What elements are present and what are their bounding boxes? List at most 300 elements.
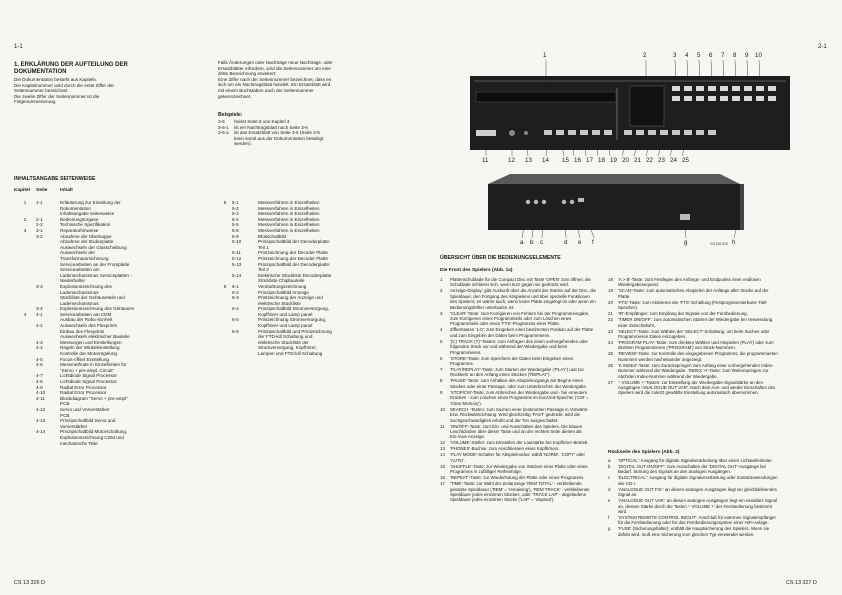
toc-kapitel	[218, 317, 232, 328]
toc-seite: 4-8	[36, 379, 43, 384]
display-window	[630, 86, 664, 126]
cd-player-front-figure	[440, 52, 820, 164]
toc-row	[14, 323, 209, 340]
item-number: 15	[440, 463, 445, 469]
list-item	[440, 475, 598, 480]
toc-inhalt: Blokschaltbild	[258, 233, 287, 239]
list-item	[608, 475, 778, 486]
item-number: 25	[608, 351, 613, 357]
beispiel-code	[218, 141, 234, 147]
toc-row	[218, 306, 423, 317]
intro-line: Die Dokumentation besteht aus Kapiteln.	[14, 77, 98, 82]
intro-right-line: dritte Bezeichnung erweitert:	[218, 71, 277, 77]
toc-inhalt: Radial Error Processor	[60, 390, 107, 396]
item-description: 'TIMER ON/OFF': zum automatischen Starten der Wiedergabe bei Verwendung einer Zeitschaltuhr.	[618, 317, 773, 328]
toc-inhalt: Prinzipschaltbild und Printzeichnung der FTD-kill Schaltung und elektrische Stückliste der Stromversorgung, Kopfhörer, Lampen und FTD-kill Schaltung	[258, 328, 332, 357]
beispiel-code: 3-6-1	[218, 124, 229, 130]
toc-inhalt: Explosionszeichnung des Lademechanismus Stückliste der Gehäuseteile und Lademechanismus	[60, 283, 125, 306]
toc-seite: 4-11	[36, 395, 45, 401]
bottom-buttons	[544, 130, 716, 135]
toc-row	[14, 429, 209, 446]
list-item	[440, 464, 598, 475]
item-number: 16	[440, 475, 445, 481]
toc-inhalt: Printzeichnung der Decoder Platte	[258, 255, 328, 261]
beispiel-row	[218, 141, 418, 147]
toc-row	[14, 284, 209, 306]
item-number: 11	[440, 423, 445, 429]
toc-inhalt: Erläuterung zur Einteilung der Dokumentation Inhaltsangabe seitenweise	[60, 200, 121, 217]
rear-title: Rückseite des Spielers (Abb. 3)	[608, 450, 680, 455]
toc-seite: 4-14	[36, 429, 46, 435]
list-item	[440, 481, 598, 503]
figure-code: CS 11S 912	[710, 242, 729, 246]
item-number: 20	[608, 299, 613, 305]
toc-kapitel	[14, 345, 36, 356]
cd-player-rear-figure	[470, 170, 770, 252]
toc-row	[14, 362, 209, 373]
callout-13: 13	[525, 157, 532, 164]
callout-21: 21	[634, 157, 641, 164]
toc-inhalt: Verdrahtungszeichnung	[258, 283, 307, 289]
toc-seite: 3-2	[36, 233, 43, 239]
toc-inhalt: Messverfahren in Einzelheiten	[258, 227, 320, 233]
item-description: 'STORE'-Taste: zum Speichern der Daten beim Eingeben eines Programms.	[450, 355, 574, 367]
callout-6: 6	[709, 52, 713, 59]
callout-25: 25	[682, 157, 689, 164]
item-description: 'A > B'-Taste: zum Festlegen des Anfangs- und Endpunkts einer endlosen Wiedergabesequenz.	[618, 277, 761, 288]
callout-20: 20	[622, 157, 629, 164]
item-number: g	[608, 526, 611, 532]
toc-inhalt: Prinzipschaltbild der Decoderplatte: Teil 1	[258, 239, 331, 250]
item-number: f	[608, 515, 610, 521]
callout-10: 10	[755, 52, 762, 59]
toc-seite: 1-1	[36, 200, 43, 205]
intro-line: Folgenummerierung.	[14, 99, 57, 105]
item-description: 'FTS'-Taste: zum Aktivieren der 'FTS'-Schaltung (Festprogrammierbarer Titel-Speicher).	[618, 299, 768, 311]
item-description: Anzeige-Display: gibt Auskunft über die Anzahl der Stücke auf der Disc, die Spieldauer, den Fortgang des Abspielens und über spezielle Funktionen des Spielers; es wärmt auch, wenn keine Platte eingelegt ist oder wenn ein Bedienungsfehler unterlaufen ist.	[450, 288, 596, 310]
beispiel-text: werden).	[234, 141, 252, 147]
toc-seite: 6-4	[232, 306, 239, 312]
list-item	[440, 367, 598, 378]
toc-seite: 2-1	[36, 216, 43, 222]
item-number: 12	[440, 440, 445, 446]
intro-right-line: Falls Änderungen oder Nachträge neue Nachtrags- oder	[218, 60, 333, 65]
list-item	[440, 311, 598, 327]
item-description: 'REPEAT'-Taste: zur Wiederholung der Platte oder eines Programms.	[450, 475, 585, 481]
rear-callout-a: a	[520, 239, 524, 246]
intro-right-line: Eine Ziffer nach der Seitennummer bezeichnet, dass es	[218, 76, 332, 82]
item-number: 9	[440, 389, 443, 395]
toc-row	[14, 312, 209, 323]
front-list-right	[608, 277, 778, 396]
callout-22: 22	[646, 157, 653, 164]
item-number: 18	[608, 277, 613, 282]
item-number: 13	[440, 446, 445, 452]
toc-header-kapitel: Kapitel	[14, 188, 30, 193]
toc-inhalt: Technische Spezifikation	[60, 222, 111, 228]
item-description: Zifferntasten '1-0': zum Eingeben einer bestimmten Position auf der Platte und zum Eingeben der Daten beim Programmieren.	[450, 327, 594, 338]
list-item	[440, 390, 598, 406]
list-item	[440, 277, 598, 288]
toc-row	[218, 317, 423, 328]
item-description: 'OPTICAL': Ausgang für digitale Signalverarbeitung über einen Lichtwellenleiter.	[618, 458, 773, 463]
list-item	[608, 317, 778, 328]
callout-11: 11	[482, 157, 489, 164]
callout-12: 12	[508, 157, 515, 164]
item-description: 'SELECT'-Taste: zum Wählen der 'SELECT'-Schaltung, um beim Suchen oder Programmieren Daten einzugeben.	[618, 328, 770, 340]
toc-row	[218, 329, 423, 357]
front-list-left	[440, 277, 598, 503]
item-number: 14	[440, 452, 445, 458]
item-description: 'REVIEW'-Taste: zur Kontrolle des eingegebenen Programms; die programmierten Nummern werden nacheinander angezeigt.	[618, 351, 778, 362]
toc-inhalt: Prinzipschaltbild Anzeige	[258, 289, 309, 295]
toc-inhalt: Messmethode in Einzelheiten für "Servo + pre-ampl. Circuit"	[60, 362, 127, 373]
toc-seite: 4-4	[36, 345, 43, 351]
list-item	[440, 378, 598, 389]
toc-inhalt: Reparaturhinweise	[60, 227, 99, 233]
item-description: 'CLEAR'-Taste: zum Korrigieren von Fehlern bei der Programmeingabe, zum Korrigieren eines Programmteils oder zum Löschen eines Programmteils oder eines 'FTS'-Programms einer Platte.	[450, 310, 590, 327]
toc-seite: 6-3	[232, 295, 239, 301]
toc-seite: 6-6	[232, 328, 239, 334]
item-number: 10	[440, 406, 445, 412]
section-title-left: 1. ERKLÄRUNG DER AUFTEILUNG DER DOKUMENTATION	[14, 62, 128, 75]
item-number: 1	[440, 277, 443, 282]
intro-line: Seitennummer bezeichnet.	[14, 88, 69, 94]
rear-callout-b: b	[530, 239, 534, 246]
toc-seite: 5-5	[232, 222, 239, 228]
beispiel-text: kann somit aus der Dokumentation beseitigt	[234, 135, 324, 141]
toc-inhalt: Regeln der Winkeleinstellung Kontrolle der Motorregelung	[60, 345, 120, 357]
callout-23: 23	[658, 157, 665, 164]
toc-inhalt: Prinzipschaltbild Motorschaltung, Explosionszeichnung CDM und mechanische Teile	[60, 429, 128, 446]
toc-row	[14, 200, 209, 217]
item-description: 'IR'-Empfänger: zum Empfang der Signale von der Fernbedienung.	[618, 311, 748, 317]
toc-kapitel	[14, 429, 36, 446]
toc-seite: 5-9	[232, 233, 239, 239]
toc-seite: 5-14	[232, 272, 242, 278]
callout-9: 9	[745, 52, 749, 59]
toc-inhalt: Lichtdiode Signal Processor	[60, 373, 117, 379]
toc-inhalt: Auswechseln des Flexprints Einbau des Flexprints Auswechseln elektrischer Bauteile	[60, 323, 130, 340]
toc-inhalt: Messverfahren in Einzelheiten	[258, 211, 320, 217]
beispiele-title: Beispiele:	[218, 112, 243, 118]
toc-inhalt: Bedienungsorgane	[60, 216, 99, 222]
toc-inhalt: Lichtdiode Signal Processor	[60, 379, 117, 384]
list-item	[608, 464, 778, 475]
list-item	[608, 458, 778, 463]
toc-kapitel: 2	[23, 216, 27, 222]
item-description: 'SHUFFLE'-Taste: zur Wiedergabe von Stücken einer Platte oder eines Programms in zufälliger Reihenfolge.	[450, 463, 588, 475]
list-item	[608, 300, 778, 311]
intro-text	[14, 77, 209, 105]
toc-inhalt: Radial Error Processor	[60, 384, 107, 390]
list-item	[440, 339, 598, 355]
toc-row	[14, 418, 209, 429]
callout-17: 17	[586, 157, 593, 164]
list-item	[608, 515, 778, 526]
callout-4: 4	[685, 52, 689, 59]
toc-inhalt: Printzeichnung der Decoder Platte	[258, 250, 328, 256]
item-description: 'ON/OFF'-Taste: zum Ein- und Ausschalten des Spielers. Die blauen Leuchtdioden über dieser Taste und an der rechten Seite dienen als Ein-/Aus-Anzeige.	[450, 423, 583, 440]
beispiel-text: ist das Ersatzblatt von Seite 3-6 (Seite 3-6	[234, 130, 320, 136]
toc-seite: 5-12	[232, 255, 242, 261]
toc-right-column	[218, 200, 423, 357]
item-number: 24	[608, 340, 613, 346]
list-item	[440, 440, 598, 445]
rear-callout-d: d	[564, 239, 568, 246]
page-number-right: 2-1	[818, 44, 827, 50]
list-item	[608, 329, 778, 340]
toc-seite: 4-12	[36, 406, 46, 412]
list-item	[608, 487, 778, 498]
item-description: 'SCAN'-Taste: zum automatischen Abspielen der Anfänge aller Stücke auf der Platte.	[618, 288, 769, 299]
item-description: 'VOLUME'-Steller: zum Einstellen der Lautstärke bei Kopfhörer-Betrieb.	[450, 440, 589, 446]
list-item	[440, 288, 598, 310]
toc-inhalt: Blockdiagram "Servo + pre-ampl" PCB	[60, 395, 128, 407]
rear-callout-c: c	[540, 239, 544, 246]
toc-inhalt: Elektrische Stückliste Decoderplatte Stückliste Chipbauteile	[258, 272, 332, 284]
toc-inhalt: Printzeichnung der Anzeige und elektrische Stückliste	[258, 295, 323, 306]
item-number: 2	[440, 288, 443, 294]
item-description: '- VOLUME +'-Tasten: zur Einstellung der Wiedergabe-Signalstärke an den Ausgängen 'ANALOGUE OUT VAR'. Nach dem Aus- und wieder Einschalten des Spielers wird die zuletzt gewählte Einstellung automatisch übernommen.	[618, 379, 776, 396]
toc-kapitel	[14, 284, 36, 306]
list-item	[608, 526, 778, 537]
item-number: 19	[608, 288, 613, 294]
toc-kapitel: 4	[23, 311, 27, 317]
toc-row	[218, 295, 423, 306]
item-number: 6	[440, 355, 443, 361]
toc-seite: 5-10	[232, 239, 242, 245]
list-item	[608, 288, 778, 299]
item-number: 22	[608, 317, 613, 323]
toc-seite: 4-7	[36, 373, 43, 379]
toc-kapitel: 1	[23, 200, 27, 205]
toc-kapitel	[14, 396, 36, 407]
toc-seite: 3-3	[36, 283, 43, 289]
item-number: 26	[608, 362, 613, 368]
item-number: 8	[440, 378, 443, 384]
rear-callout-e: e	[578, 239, 582, 246]
item-description: 'DIGITAL OUT ON/OFF': zum Ausschalten der 'DIGITAL OUT'-Ausgänge bei Bedarf. Störung des Signals an den analogen Ausgängen.	[618, 464, 766, 475]
item-number: a	[608, 458, 611, 463]
beispiele-list	[218, 119, 418, 147]
section-title-right: ÜBERSICHT ÜBER DIE BEDIENUNGSELEMENTE	[440, 255, 561, 261]
item-description: Plattenschublade für die Compact Disc mit Taste 'OPEN' zum öffnen; die Schublade schliesst sich, wenn kurz gegen sie gedrückt wird.	[450, 277, 591, 288]
toc-inhalt: Prinzipschaltbild der Decoderplatte: Teil 2	[258, 261, 331, 273]
toc-row	[218, 262, 423, 273]
rear-callout-h: h	[732, 239, 736, 246]
item-description: 'PLAY/REPLAY'-Taste: zum Starten der Wiedergabe ('PLAY') und zur Rückkehr an den Anfang eines Stückes ('REPLAY').	[450, 367, 584, 378]
toc-kapitel	[14, 418, 36, 429]
beispiel-text: ist ein Nachtragsblatt nach Seite 3-6	[234, 124, 308, 130]
list-item	[440, 424, 598, 440]
toc-seite: 4-6	[36, 362, 43, 368]
item-number: e	[608, 498, 611, 504]
callout-19: 19	[610, 157, 617, 164]
list-item	[440, 446, 598, 451]
item-description: '(C) TRACK (T)'-Tasten: zum Anfragen des einen vorhergehenden oder folgenden Stück vor und während der Wiedergabe und beim Programmieren.	[450, 338, 589, 355]
toc-seite: 5-1	[232, 200, 239, 205]
item-number: 3	[440, 310, 443, 316]
toc-inhalt: Servo und Vorverstärker PCB	[60, 406, 110, 418]
toc-seite: 4-9	[36, 384, 43, 390]
item-description: 'SYSTEM REMOTE CONTROL IN/OUT': Anschluß für externen Signalempfänger für die Fernbedienung oder für das Fernbedienungssystem einer HiFi-Anlage.	[618, 515, 776, 526]
toc-left-column	[14, 200, 209, 446]
callout-16: 16	[574, 157, 581, 164]
item-description: 'PAUSE'-Taste: zum Anhalten des Abspielvorgangs am Beginn eines Stückes oder einer Passage, oder zum Unterbrechen der Wiedergabe.	[450, 378, 588, 389]
item-number: d	[608, 486, 611, 492]
item-number: 23	[608, 328, 613, 334]
item-number: 4	[440, 327, 443, 333]
toc-row	[14, 407, 209, 418]
callout-7: 7	[721, 52, 725, 59]
toc-kapitel	[14, 323, 36, 340]
toc-kapitel	[14, 234, 36, 284]
toc-seite: 6-5	[232, 317, 239, 323]
intro-line: Die zweite Ziffer der Seitennummer ist die	[14, 93, 100, 99]
toc-kapitel: 3	[23, 227, 27, 233]
list-item	[440, 452, 598, 463]
toc-row	[14, 396, 209, 407]
toc-row	[14, 234, 209, 284]
item-description: 'ANALOGUE OUT FIX': an diesen analogen Ausgängen liegt ein gleichbleibendes Signal an.	[618, 486, 777, 498]
item-number: 7	[440, 367, 443, 373]
toc-seite: 4-13	[36, 418, 46, 424]
list-item	[608, 498, 778, 514]
intro-right-line: sich um ein Nachtragsblatt handelt. Ein Ersatzblatt wird	[218, 82, 331, 88]
item-number: b	[608, 464, 611, 469]
toc-inhalt: Focus-offset Einstellung	[60, 356, 109, 362]
toc-inhalt: Messverfahren in Einzelheiten	[258, 205, 320, 211]
toc-seite: 5-4	[232, 216, 239, 222]
toc-row	[14, 345, 209, 356]
callout-1: 1	[543, 52, 547, 59]
item-description: 'PROGRAM PLAY'-Taste: zum direkten Wählen und Abspielen (PLAY) oder zum direkten Programmieren ('PROGRAM') von Stück-Nummern.	[618, 340, 774, 351]
toc-headers	[14, 188, 214, 193]
callout-2: 2	[643, 52, 647, 59]
intro-right-line: Ersatzblätter erfordern, wird die Seitennummer um eine	[218, 65, 331, 71]
item-description: 'TIME'-Taste: zur Wahl der Zeitanzeige 'REM TOTAL' - verbleibende gesamte Spieldauer ('REM' = 'remaining'), 'REM TRACK' - verbleibende Spieldauer jedes einzelnen Stückes, oder 'TRACK LAP' - abgelaufene Spieldauer jedes einzelnen Stücks ('LAP' = 'elapsed').	[450, 481, 590, 503]
item-description: 'PHONES'-Buchse: zum Anschliessen eines Kopfhörers.	[450, 446, 560, 452]
item-description: 'K INDEX'-Taste: zum Zurückspringen zum Anfang einer vorhergehenden Index-Nummer während der Wiedergabe. 'INDEX >I'-Taste: zum Weiterspringen zur nächsten Index-Nummer während der Wiedergabe.	[618, 362, 774, 379]
beispiel-code: 3-6	[218, 119, 225, 124]
toc-kapitel	[218, 239, 232, 250]
toc-seite: 5-2	[232, 205, 239, 211]
item-description: 'ANALOGUE OUT VAR': an diesen analogen Ausgängen liegt ein variables Signal an, dessen Stärke durch die Tasten '- VOLUME +' der Fernbedienung bestimmt wird.	[618, 498, 777, 515]
item-number: c	[608, 475, 611, 481]
volume-knob	[509, 130, 515, 136]
rear-list	[608, 458, 778, 538]
item-number: 5	[440, 338, 443, 344]
toc-kapitel	[14, 362, 36, 373]
toc-inhalt: Servicearbeiten am CDM Ausbau der Rafoc-Einheit	[60, 311, 113, 323]
toc-kapitel	[14, 407, 36, 418]
toc-seite: 4-5	[36, 356, 43, 362]
item-description: 'PLAY MODE'-Schalter für Abspielmodus; wählt 'NORM', 'COPY' oder 'AUTO'.	[450, 452, 585, 463]
toc-seite: 4-2	[36, 323, 43, 329]
toc-seite: 6-1	[232, 283, 239, 289]
item-number: 17	[440, 481, 445, 487]
toc-seite: 5-3	[232, 211, 239, 217]
toc-inhalt: Messverfahren in Einzelheiten	[258, 200, 320, 205]
on-off-button	[476, 130, 496, 136]
toc-title: INHALTSANGABE SEITENWEISE	[14, 176, 96, 182]
intro-right-line: mit einem Buchstaben nach der Seitennummer	[218, 87, 314, 93]
intro-right-line: gekennzeichnet.	[218, 93, 252, 99]
list-item	[608, 311, 778, 316]
item-number: 27	[608, 379, 613, 385]
item-description: SEARCH -Tasten: zum Suchen einer bestimmten Passage in Vorwärts- bzw. Rückwärtsrichtung. Wird gleichzeitig 'FAST' gedrückt, wird die Suchgeschwindigkeit erhöht und der Ton ausgeschaltet.	[450, 406, 589, 423]
item-description: 'FUSE' (Sicherungshalter): enthält die Hauptsicherung des Spielers. Wenn sie defekt wird, muß eine Sicherung vom gleichen Typ verwendet werden.	[618, 526, 770, 537]
callout-24: 24	[670, 157, 677, 164]
intro-text-right	[218, 60, 418, 99]
toc-header-seite: Seite	[36, 188, 48, 193]
toc-seite: 4-10	[36, 390, 46, 396]
toc-seite: 6-2	[232, 289, 239, 295]
list-item	[440, 327, 598, 338]
toc-seite: 4-1	[36, 311, 43, 317]
toc-kapitel	[218, 329, 232, 357]
callout-8: 8	[733, 52, 737, 59]
item-description: 'ELECTRICAL': Ausgang für digitale Signalverarbeitung oder Zusatzanwendungen wie CD-I.	[618, 475, 778, 486]
toc-header-inhalt: Inhalt	[60, 188, 73, 193]
toc-kapitel: 6	[223, 283, 227, 289]
toc-inhalt: Messverfahren in Einzelheiten	[258, 216, 320, 222]
toc-kapitel	[218, 306, 232, 317]
toc-kapitel	[218, 273, 232, 284]
item-number: 21	[608, 311, 613, 317]
footer-left: CS 13 326 D	[14, 580, 45, 586]
footer-right: CS 13 327 D	[786, 580, 817, 586]
callout-15: 15	[562, 157, 569, 164]
callout-3: 3	[673, 52, 677, 59]
toc-inhalt: Abnahme der Oberkappe Abnahme der Bodenplatte Auswechseln der Glasscheibung Auswechseln der Transformatorsicherung Servicearbeiten an der Frontplatte Servicearbeiten am Lademechanismus Serviceplatten - Niederhalter	[60, 233, 132, 284]
toc-row	[218, 273, 423, 284]
toc-inhalt: Printzeichnung Stromversorgung, Kopfhörer und Lamp panel	[258, 317, 327, 329]
toc-inhalt: Prinzipschaltbild Servo und Vorverstärker	[60, 418, 116, 429]
toc-seite: 4-3	[36, 339, 43, 345]
list-item	[608, 380, 778, 396]
toc-seite: 3-4	[36, 306, 43, 312]
rear-body	[488, 184, 740, 230]
toc-inhalt: Messungen und Einstellungen	[60, 339, 122, 345]
list-item	[440, 407, 598, 423]
beispiel-text: heisst Seite 6 von Kapitel 3	[234, 119, 290, 124]
toc-kapitel: 5	[223, 200, 227, 205]
list-item	[608, 277, 778, 288]
toc-row	[218, 239, 423, 250]
intro-line: Die Kapitelnummer wird durch die erste Ziffer der	[14, 82, 114, 88]
item-description: 'STOP/CM'-Taste: zum Abbrechen der Wiedergabe und - bei erneutem Drücken - zum Löschen eines Programms im Kurzzeit-Speicher ('CM' = 'Clear Memory').	[450, 389, 589, 406]
callout-18: 18	[598, 157, 605, 164]
rear-callout-g: g	[684, 239, 688, 246]
rear-top	[488, 174, 740, 184]
list-item	[440, 356, 598, 367]
toc-inhalt: Messverfahren in Einzelheiten	[258, 222, 320, 228]
rear-callout-f: f	[592, 239, 594, 246]
toc-seite: 5-6	[232, 227, 239, 233]
toc-seite: 2-2	[36, 222, 43, 228]
toc-seite: 5-13	[232, 261, 242, 267]
callout-5: 5	[697, 52, 701, 59]
phones-jack	[524, 131, 528, 135]
toc-kapitel	[218, 262, 232, 273]
toc-seite: 3-1	[36, 227, 43, 233]
list-item	[608, 340, 778, 351]
page-number-left: 1-1	[14, 44, 23, 50]
list-item	[608, 351, 778, 362]
beispiel-code: 3-6-a	[218, 130, 229, 136]
